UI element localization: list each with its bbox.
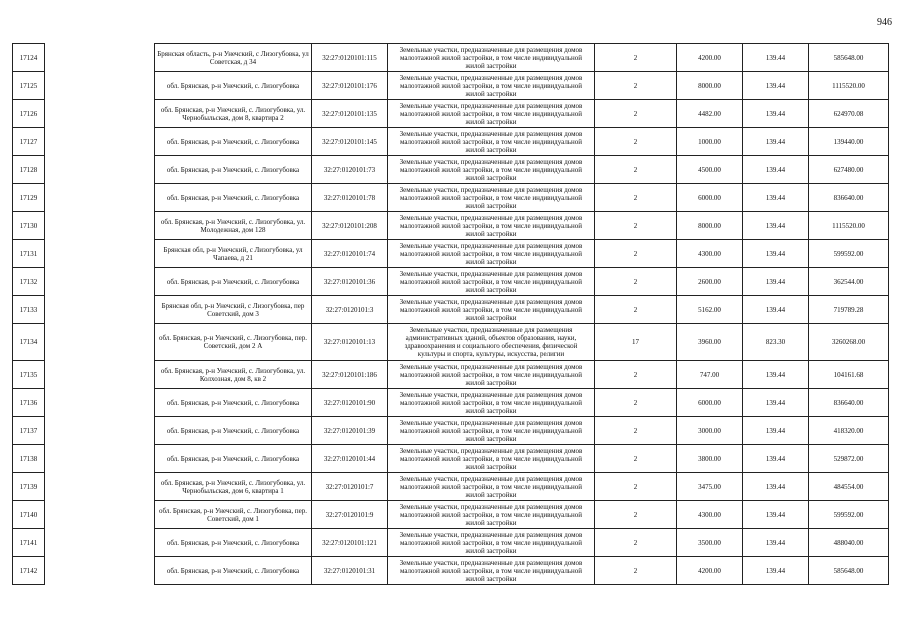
cadastral-number-cell: 32:27:0120101:7 <box>312 473 388 501</box>
table-row <box>13 557 889 585</box>
row-number-cell: 17126 <box>13 100 45 128</box>
spacer-cell <box>45 72 155 100</box>
address-cell: обл. Брянская, р-н Унечский, с. Лизогубовка, ул. Чернобыльская, дом 6, квартира 1 <box>155 473 312 501</box>
specific-value-cell: 139.44 <box>743 557 809 585</box>
cadastral-value-cell: 1115520.00 <box>809 212 889 240</box>
area-cell: 747.00 <box>677 361 743 389</box>
address-cell: обл. Брянская, р-н Унечский, с. Лизогубовка, пер. Советский, дом 1 <box>155 501 312 529</box>
table-row <box>13 156 889 184</box>
area-cell: 3800.00 <box>677 445 743 473</box>
table-row <box>13 212 889 240</box>
area-cell: 4200.00 <box>677 44 743 72</box>
group-code-cell: 2 <box>595 501 677 529</box>
group-code-cell: 2 <box>595 445 677 473</box>
cadastral-value-table <box>12 43 889 585</box>
specific-value-cell: 139.44 <box>743 473 809 501</box>
cadastral-number-cell: 32:27:0120101:145 <box>312 128 388 156</box>
group-code-cell: 2 <box>595 296 677 324</box>
row-number-cell: 17134 <box>13 324 45 361</box>
table-row <box>13 324 889 361</box>
land-use-cell: Земельные участки, предназначенные для размещения домов малоэтажной жилой застройки, в том числе индивидуальной жилой застройки <box>388 445 595 473</box>
spacer-cell <box>45 184 155 212</box>
spacer-cell <box>45 100 155 128</box>
page-number: 946 <box>877 17 892 28</box>
address-cell: обл. Брянская, р-н Унечский, с. Лизогубовка, ул. Колхозная, дом 8, кв 2 <box>155 361 312 389</box>
spacer-cell <box>45 361 155 389</box>
area-cell: 4200.00 <box>677 557 743 585</box>
group-code-cell: 2 <box>595 473 677 501</box>
spacer-cell <box>45 44 155 72</box>
group-code-cell: 2 <box>595 557 677 585</box>
cadastral-number-cell: 32:27:0120101:90 <box>312 389 388 417</box>
cadastral-value-cell: 836640.00 <box>809 184 889 212</box>
specific-value-cell: 139.44 <box>743 361 809 389</box>
table-row <box>13 240 889 268</box>
cadastral-value-cell: 104161.68 <box>809 361 889 389</box>
row-number-cell: 17127 <box>13 128 45 156</box>
spacer-cell <box>45 473 155 501</box>
specific-value-cell: 139.44 <box>743 100 809 128</box>
row-number-cell: 17129 <box>13 184 45 212</box>
land-use-cell: Земельные участки, предназначенные для размещения домов малоэтажной жилой застройки, в том числе индивидуальной жилой застройки <box>388 128 595 156</box>
table-body <box>13 44 889 585</box>
spacer-cell <box>45 557 155 585</box>
group-code-cell: 2 <box>595 361 677 389</box>
table-row <box>13 417 889 445</box>
table-row <box>13 445 889 473</box>
row-number-cell: 17140 <box>13 501 45 529</box>
specific-value-cell: 139.44 <box>743 44 809 72</box>
row-number-cell: 17128 <box>13 156 45 184</box>
specific-value-cell: 139.44 <box>743 212 809 240</box>
cadastral-value-cell: 3260268.00 <box>809 324 889 361</box>
cadastral-number-cell: 32:27:0120101:115 <box>312 44 388 72</box>
cadastral-number-cell: 32:27:0120101:44 <box>312 445 388 473</box>
row-number-cell: 17124 <box>13 44 45 72</box>
cadastral-value-cell: 585648.00 <box>809 44 889 72</box>
address-cell: обл. Брянская, р-н Унечский, с. Лизогубовка <box>155 445 312 473</box>
address-cell: обл. Брянская, р-н Унечский, с. Лизогубовка <box>155 389 312 417</box>
group-code-cell: 2 <box>595 240 677 268</box>
group-code-cell: 2 <box>595 100 677 128</box>
specific-value-cell: 139.44 <box>743 128 809 156</box>
row-number-cell: 17132 <box>13 268 45 296</box>
group-code-cell: 2 <box>595 529 677 557</box>
specific-value-cell: 139.44 <box>743 240 809 268</box>
row-number-cell: 17138 <box>13 445 45 473</box>
specific-value-cell: 139.44 <box>743 268 809 296</box>
row-number-cell: 17142 <box>13 557 45 585</box>
area-cell: 3960.00 <box>677 324 743 361</box>
land-use-cell: Земельные участки, предназначенные для размещения домов малоэтажной жилой застройки, в том числе индивидуальной жилой застройки <box>388 417 595 445</box>
group-code-cell: 2 <box>595 417 677 445</box>
specific-value-cell: 139.44 <box>743 529 809 557</box>
area-cell: 6000.00 <box>677 389 743 417</box>
row-number-cell: 17141 <box>13 529 45 557</box>
land-use-cell: Земельные участки, предназначенные для размещения домов малоэтажной жилой застройки, в том числе индивидуальной жилой застройки <box>388 184 595 212</box>
row-number-cell: 17137 <box>13 417 45 445</box>
address-cell: обл. Брянская, р-н Унечский, с. Лизогубовка <box>155 156 312 184</box>
table-row <box>13 296 889 324</box>
land-use-cell: Земельные участки, предназначенные для размещения домов малоэтажной жилой застройки, в том числе индивидуальной жилой застройки <box>388 361 595 389</box>
cadastral-number-cell: 32:27:0120101:78 <box>312 184 388 212</box>
row-number-cell: 17133 <box>13 296 45 324</box>
table-row <box>13 389 889 417</box>
row-number-cell: 17136 <box>13 389 45 417</box>
cadastral-number-cell: 32:27:0120101:73 <box>312 156 388 184</box>
table-row <box>13 44 889 72</box>
spacer-cell <box>45 324 155 361</box>
table-row <box>13 268 889 296</box>
specific-value-cell: 139.44 <box>743 156 809 184</box>
spacer-cell <box>45 212 155 240</box>
land-use-cell: Земельные участки, предназначенные для размещения домов малоэтажной жилой застройки, в том числе индивидуальной жилой застройки <box>388 100 595 128</box>
specific-value-cell: 139.44 <box>743 501 809 529</box>
specific-value-cell: 139.44 <box>743 389 809 417</box>
area-cell: 6000.00 <box>677 184 743 212</box>
address-cell: Брянская обл, р-н Унечский, с Лизогубовка, ул Чапаева, д 21 <box>155 240 312 268</box>
address-cell: обл. Брянская, р-н Унечский, с. Лизогубовка, ул. Чернобыльская, дом 8, квартира 2 <box>155 100 312 128</box>
land-use-cell: Земельные участки, предназначенные для размещения домов малоэтажной жилой застройки, в том числе индивидуальной жилой застройки <box>388 501 595 529</box>
address-cell: обл. Брянская, р-н Унечский, с. Лизогубовка <box>155 72 312 100</box>
cadastral-value-cell: 362544.00 <box>809 268 889 296</box>
cadastral-value-cell: 484554.00 <box>809 473 889 501</box>
row-number-cell: 17125 <box>13 72 45 100</box>
group-code-cell: 2 <box>595 389 677 417</box>
spacer-cell <box>45 417 155 445</box>
area-cell: 3500.00 <box>677 529 743 557</box>
land-use-cell: Земельные участки, предназначенные для размещения домов малоэтажной жилой застройки, в том числе индивидуальной жилой застройки <box>388 473 595 501</box>
land-use-cell: Земельные участки, предназначенные для размещения домов малоэтажной жилой застройки, в том числе индивидуальной жилой застройки <box>388 44 595 72</box>
land-use-cell: Земельные участки, предназначенные для размещения домов малоэтажной жилой застройки, в том числе индивидуальной жилой застройки <box>388 72 595 100</box>
address-cell: обл. Брянская, р-н Унечский, с. Лизогубовка <box>155 417 312 445</box>
cadastral-value-cell: 836640.00 <box>809 389 889 417</box>
cadastral-value-cell: 418320.00 <box>809 417 889 445</box>
area-cell: 4500.00 <box>677 156 743 184</box>
address-cell: обл. Брянская, р-н Унечский, с. Лизогубовка <box>155 557 312 585</box>
address-cell: обл. Брянская, р-н Унечский, с. Лизогубовка <box>155 128 312 156</box>
row-number-cell: 17130 <box>13 212 45 240</box>
cadastral-value-cell: 1115520.00 <box>809 72 889 100</box>
spacer-cell <box>45 445 155 473</box>
area-cell: 4300.00 <box>677 501 743 529</box>
area-cell: 5162.00 <box>677 296 743 324</box>
land-use-cell: Земельные участки, предназначенные для размещения домов малоэтажной жилой застройки, в том числе индивидуальной жилой застройки <box>388 389 595 417</box>
address-cell: обл. Брянская, р-н Унечский, с. Лизогубовка, пер. Советский, дом 2 А <box>155 324 312 361</box>
group-code-cell: 17 <box>595 324 677 361</box>
spacer-cell <box>45 268 155 296</box>
cadastral-number-cell: 32:27:0120101:36 <box>312 268 388 296</box>
cadastral-value-cell: 488040.00 <box>809 529 889 557</box>
spacer-cell <box>45 389 155 417</box>
spacer-cell <box>45 529 155 557</box>
address-cell: Брянская область, р-н Унечский, с Лизогубовка, ул Советская, д 34 <box>155 44 312 72</box>
address-cell: обл. Брянская, р-н Унечский, с. Лизогубовка <box>155 268 312 296</box>
specific-value-cell: 139.44 <box>743 72 809 100</box>
group-code-cell: 2 <box>595 156 677 184</box>
table-row <box>13 473 889 501</box>
specific-value-cell: 139.44 <box>743 417 809 445</box>
land-use-cell: Земельные участки, предназначенные для размещения домов малоэтажной жилой застройки, в том числе индивидуальной жилой застройки <box>388 156 595 184</box>
table-row <box>13 184 889 212</box>
cadastral-number-cell: 32:27:0120101:39 <box>312 417 388 445</box>
area-cell: 2600.00 <box>677 268 743 296</box>
address-cell: обл. Брянская, р-н Унечский, с. Лизогубовка <box>155 184 312 212</box>
cadastral-value-cell: 139440.00 <box>809 128 889 156</box>
area-cell: 8000.00 <box>677 72 743 100</box>
row-number-cell: 17131 <box>13 240 45 268</box>
cadastral-value-cell: 585648.00 <box>809 557 889 585</box>
cadastral-number-cell: 32:27:0120101:9 <box>312 501 388 529</box>
cadastral-number-cell: 32:27:0120101:121 <box>312 529 388 557</box>
cadastral-number-cell: 32:27:0120101:135 <box>312 100 388 128</box>
group-code-cell: 2 <box>595 212 677 240</box>
spacer-cell <box>45 128 155 156</box>
row-number-cell: 17135 <box>13 361 45 389</box>
cadastral-number-cell: 32:27:0120101:13 <box>312 324 388 361</box>
table-row <box>13 529 889 557</box>
group-code-cell: 2 <box>595 128 677 156</box>
area-cell: 8000.00 <box>677 212 743 240</box>
area-cell: 1000.00 <box>677 128 743 156</box>
cadastral-number-cell: 32:27:0120101:74 <box>312 240 388 268</box>
land-use-cell: Земельные участки, предназначенные для размещения домов малоэтажной жилой застройки, в том числе индивидуальной жилой застройки <box>388 212 595 240</box>
cadastral-number-cell: 32:27:0120101:176 <box>312 72 388 100</box>
specific-value-cell: 139.44 <box>743 445 809 473</box>
cadastral-value-cell: 627480.00 <box>809 156 889 184</box>
group-code-cell: 2 <box>595 268 677 296</box>
row-number-cell: 17139 <box>13 473 45 501</box>
land-use-cell: Земельные участки, предназначенные для размещения домов малоэтажной жилой застройки, в том числе индивидуальной жилой застройки <box>388 296 595 324</box>
cadastral-number-cell: 32:27:0120101:3 <box>312 296 388 324</box>
specific-value-cell: 139.44 <box>743 296 809 324</box>
land-use-cell: Земельные участки, предназначенные для размещения домов малоэтажной жилой застройки, в том числе индивидуальной жилой застройки <box>388 557 595 585</box>
land-use-cell: Земельные участки, предназначенные для размещения домов малоэтажной жилой застройки, в том числе индивидуальной жилой застройки <box>388 240 595 268</box>
group-code-cell: 2 <box>595 184 677 212</box>
group-code-cell: 2 <box>595 72 677 100</box>
table-row <box>13 361 889 389</box>
cadastral-value-cell: 719789.28 <box>809 296 889 324</box>
land-use-cell: Земельные участки, предназначенные для размещения домов малоэтажной жилой застройки, в том числе индивидуальной жилой застройки <box>388 268 595 296</box>
cadastral-value-cell: 599592.00 <box>809 240 889 268</box>
spacer-cell <box>45 240 155 268</box>
table-row <box>13 72 889 100</box>
spacer-cell <box>45 501 155 529</box>
area-cell: 3000.00 <box>677 417 743 445</box>
spacer-cell <box>45 156 155 184</box>
group-code-cell: 2 <box>595 44 677 72</box>
cadastral-number-cell: 32:27:0120101:186 <box>312 361 388 389</box>
cadastral-number-cell: 32:27:0120101:208 <box>312 212 388 240</box>
table-row <box>13 100 889 128</box>
table-row <box>13 501 889 529</box>
specific-value-cell: 139.44 <box>743 184 809 212</box>
land-use-cell: Земельные участки, предназначенные для размещения домов малоэтажной жилой застройки, в том числе индивидуальной жилой застройки <box>388 529 595 557</box>
cadastral-value-cell: 529872.00 <box>809 445 889 473</box>
area-cell: 3475.00 <box>677 473 743 501</box>
table-row <box>13 128 889 156</box>
area-cell: 4300.00 <box>677 240 743 268</box>
cadastral-value-cell: 599592.00 <box>809 501 889 529</box>
address-cell: обл. Брянская, р-н Унечский, с. Лизогубовка, ул. Молодежная, дом 128 <box>155 212 312 240</box>
address-cell: Брянская обл, р-н Унечский, с Лизогубовка, пер Советский, дом 3 <box>155 296 312 324</box>
land-use-cell: Земельные участки, предназначенные для размещения административных зданий, объектов образования, науки, здравоохранения и социального обеспечения, физической культуры и спорта, культуры, искусства, религии <box>388 324 595 361</box>
cadastral-value-cell: 624970.08 <box>809 100 889 128</box>
specific-value-cell: 823.30 <box>743 324 809 361</box>
spacer-cell <box>45 296 155 324</box>
cadastral-number-cell: 32:27:0120101:31 <box>312 557 388 585</box>
area-cell: 4482.00 <box>677 100 743 128</box>
address-cell: обл. Брянская, р-н Унечский, с. Лизогубовка <box>155 529 312 557</box>
